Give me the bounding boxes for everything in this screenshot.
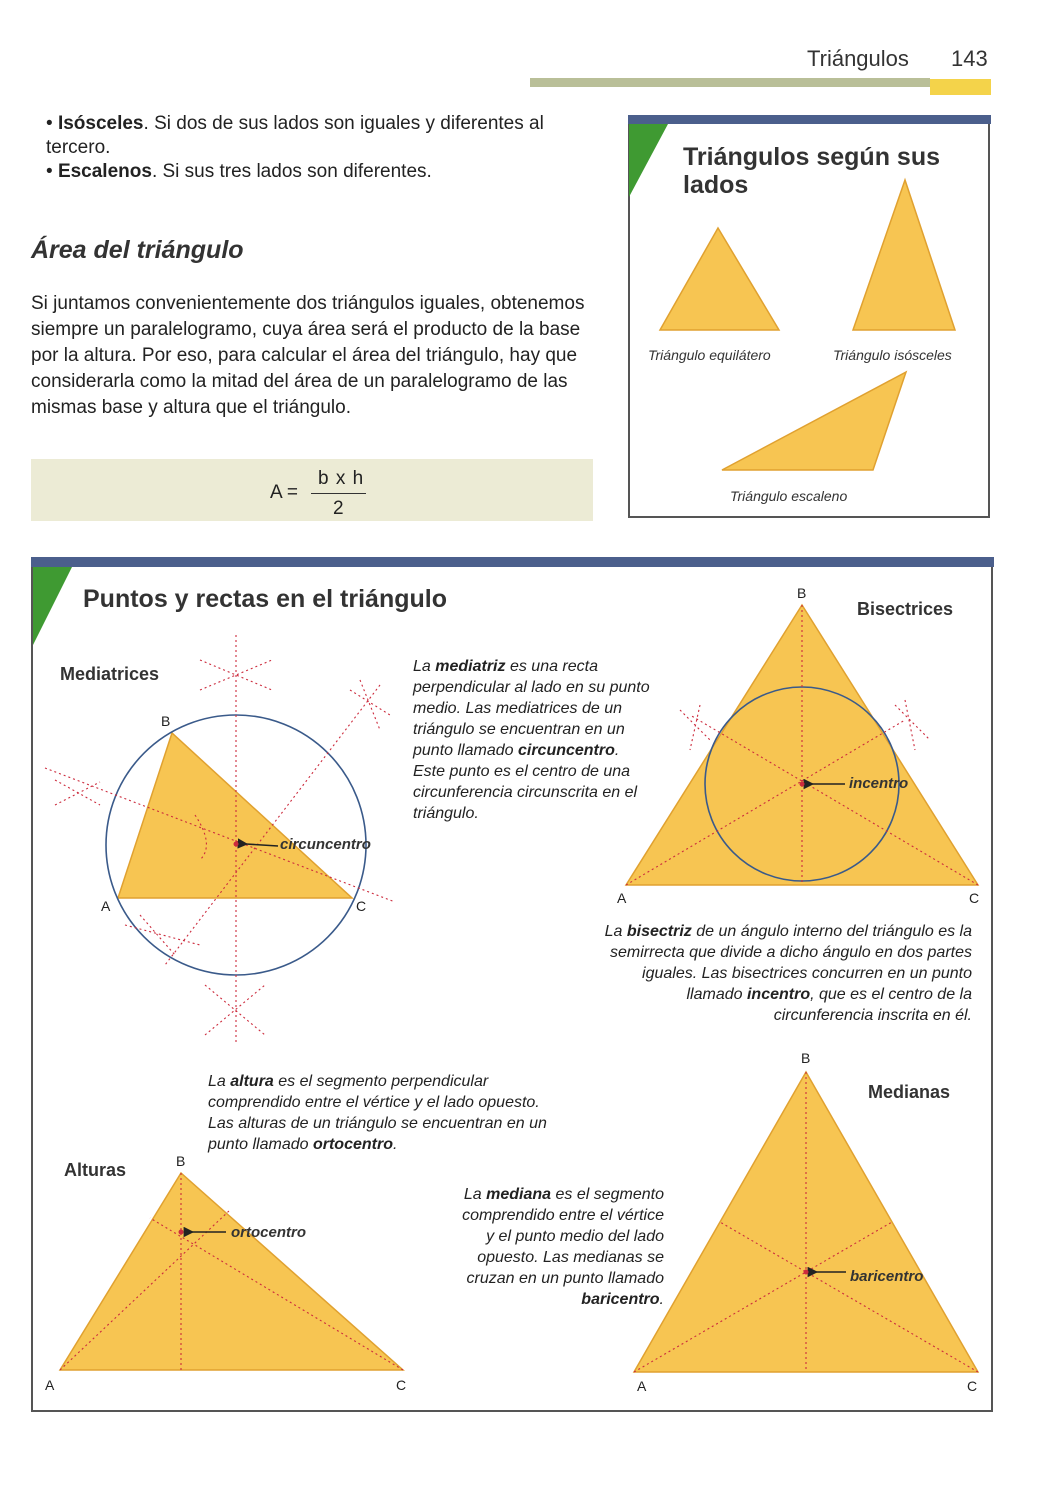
sides-box-title: Triángulos según sus lados <box>683 143 940 199</box>
mediana-definition: La mediana es el segmento comprendido entre el vértice y el punto medio del lado opuesto. Las medianas se cruzan en un punto llamado baricentro. <box>462 1186 664 1308</box>
points-box-title: Puntos y rectas en el triángulo <box>83 585 447 613</box>
vertex-a-alturas: A <box>45 1377 55 1393</box>
area-paragraph: Si juntamos convenientemente dos triángulos iguales, obtenemos siempre un paralelogramo, cuya área será el producto de la base por la altura. Por eso, para calcular el área del triángulo, hay que considerarla como la mitad del área de un paralelogramo de las mismas base y altura que el triángulo. <box>31 293 585 418</box>
vertex-a-bisectrices: A <box>617 890 627 906</box>
alturas-diagram <box>60 1173 403 1370</box>
bisectrices-diagram <box>626 605 978 885</box>
bullet-isosceles: • Isósceles. Si dos de sus lados son iguales y diferentes al tercero. <box>46 113 544 158</box>
medianas-diagram <box>634 1072 978 1372</box>
vertex-c-mediatrices: C <box>356 898 367 914</box>
circuncentro-label: circuncentro <box>280 836 371 853</box>
vertex-b-bisectrices: B <box>797 585 807 601</box>
altura-definition: La altura es el segmento perpendicular comprendido entre el vértice y el lado opuesto. Las alturas de un triángulo se encuentran en un punto llamado ortocentro. <box>208 1073 547 1153</box>
vertex-c-medianas: C <box>967 1378 978 1394</box>
label-bisectrices: Bisectrices <box>857 599 954 619</box>
mediatrices-triangle <box>118 733 352 898</box>
points-box-green-accent <box>33 567 72 645</box>
formula-denominator: 2 <box>333 498 344 519</box>
running-header-title: Triángulos <box>807 46 909 71</box>
formula-lhs: A = <box>270 482 298 503</box>
incentro-label: incentro <box>849 775 909 792</box>
vertex-a-medianas: A <box>637 1378 647 1394</box>
baricentro-label: baricentro <box>850 1268 924 1285</box>
alturas-triangle <box>60 1173 403 1370</box>
formula-numerator: b x h <box>318 468 365 489</box>
page-number: 143 <box>951 46 988 71</box>
section-title-area: Área del triángulo <box>31 236 244 264</box>
caption-equilateral: Triángulo equilátero <box>648 347 771 363</box>
ortocentro-label: ortocentro <box>231 1224 306 1241</box>
equilateral-triangle <box>660 228 779 330</box>
vertex-c-bisectrices: C <box>969 890 980 906</box>
isosceles-triangle <box>853 180 955 330</box>
caption-scalene: Triángulo escaleno <box>730 488 848 504</box>
vertex-c-alturas: C <box>396 1377 407 1393</box>
bullet-escalenos: • Escalenos. Si sus tres lados son diferentes. <box>46 161 432 182</box>
vertex-b-mediatrices: B <box>161 713 171 729</box>
bisectriz-definition: La bisectriz de un ángulo interno del triángulo es la semirrecta que divide a dicho ángulo en dos partes iguales. Las bisectrices concurren en un punto llamado incentro, que es el centro de la circunferencia inscrita en él. <box>604 923 972 1024</box>
vertex-a-mediatrices: A <box>101 898 111 914</box>
scalene-triangle <box>722 372 906 470</box>
label-mediatrices: Mediatrices <box>60 664 160 684</box>
vertex-b-alturas: B <box>176 1153 186 1169</box>
label-medianas: Medianas <box>868 1082 951 1102</box>
mediatriz-definition: La mediatriz es una recta perpendicular al lado en su punto medio. Las mediatrices de un triángulo se encuentran en un punto llamado circuncentro. Este punto es el centro de una circunferencia circunscrita en el triángulo. <box>413 658 650 822</box>
sides-box-green-accent <box>629 124 668 197</box>
vertex-b-medianas: B <box>801 1050 811 1066</box>
label-alturas: Alturas <box>64 1160 127 1180</box>
caption-isosceles: Triángulo isósceles <box>833 347 952 363</box>
